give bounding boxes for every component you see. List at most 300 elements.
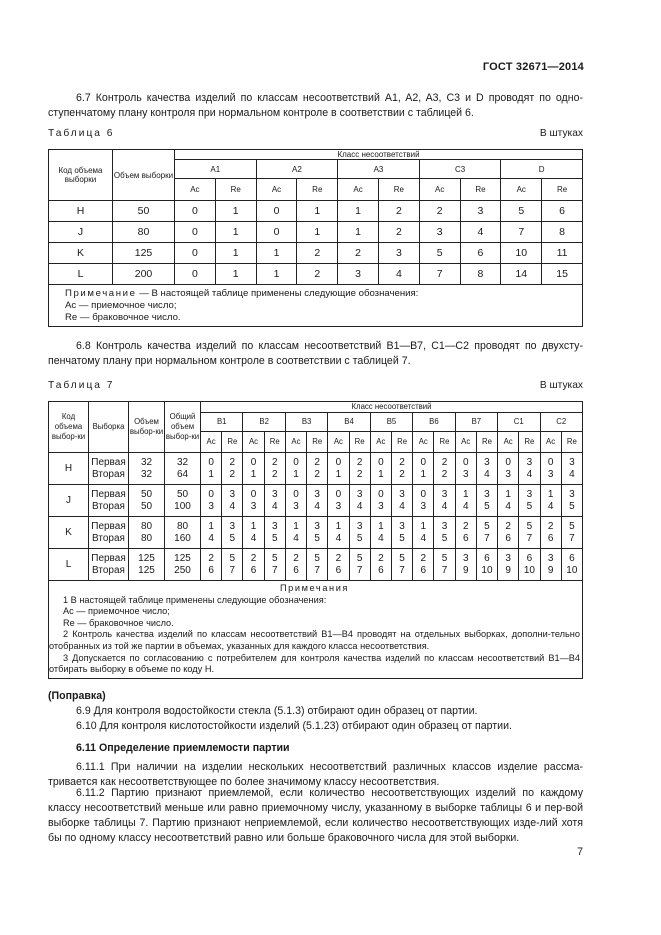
value-second: 6 xyxy=(378,564,384,576)
value-second: 7 xyxy=(526,532,533,544)
value-first: 3 xyxy=(399,521,405,532)
value-second: 2 xyxy=(399,468,405,480)
value-second: 2 xyxy=(314,468,320,480)
table-row xyxy=(49,222,583,243)
value-first: 3 xyxy=(569,457,575,468)
value-first: 5 xyxy=(314,553,320,564)
table7-class-b5: B5 xyxy=(370,413,412,432)
table-cell xyxy=(498,485,519,517)
table7-class-b2: B2 xyxy=(243,413,285,432)
table-cell xyxy=(434,549,455,581)
value-second: 3 xyxy=(547,468,554,480)
value-second: 7 xyxy=(271,564,278,576)
table-cell xyxy=(349,453,370,485)
value-first: 3 xyxy=(356,489,363,500)
total-second: 64 xyxy=(176,468,189,480)
value-second: 3 xyxy=(293,500,299,512)
table-cell xyxy=(285,485,306,517)
table-cell: 50 xyxy=(113,201,175,222)
standard-code: ГОСТ 32671—2014 xyxy=(482,61,584,73)
table7-class-b4: B4 xyxy=(328,413,370,432)
sample-first: Первая xyxy=(91,521,126,532)
paragraph-6-9: 6.9 Для контроля водостойкости стекла (5.1.3) отбирают один образец от партии. xyxy=(76,705,478,717)
value-second: 9 xyxy=(462,564,469,576)
table-6 xyxy=(48,149,583,327)
table-cell xyxy=(434,485,455,517)
table-cell: 80 xyxy=(113,222,175,243)
table-cell-sample xyxy=(89,517,129,549)
value-second: 4 xyxy=(378,532,384,544)
value-first: 1 xyxy=(250,521,257,532)
value-second: 4 xyxy=(335,532,342,544)
table-cell xyxy=(370,485,391,517)
value-second: 9 xyxy=(547,564,554,576)
table-cell xyxy=(476,485,497,517)
value-second: 3 xyxy=(335,500,342,512)
value-second: 2 xyxy=(356,468,363,480)
value-second: 4 xyxy=(208,532,214,544)
value-second: 5 xyxy=(484,500,490,512)
value-second: 1 xyxy=(250,468,257,480)
value-first: 3 xyxy=(569,489,575,500)
table-cell: 8 xyxy=(542,222,583,243)
table-row xyxy=(49,264,583,285)
value-first: 3 xyxy=(271,521,278,532)
value-second: 5 xyxy=(356,532,363,544)
value-first: 6 xyxy=(569,553,575,564)
value-second: 4 xyxy=(271,500,278,512)
table-cell: 0 xyxy=(175,222,216,243)
table-cell: 10 xyxy=(501,243,542,264)
table-cell xyxy=(349,485,370,517)
table6-ac-header: Ac xyxy=(338,179,379,201)
table-cell xyxy=(476,517,497,549)
value-second: 3 xyxy=(420,500,427,512)
table6-units: В штуках xyxy=(539,128,583,139)
value-second: 1 xyxy=(420,468,427,480)
table-cell: 1 xyxy=(297,201,338,222)
value-second: 7 xyxy=(229,564,236,576)
value-second: 4 xyxy=(250,532,257,544)
value-first: 3 xyxy=(484,489,490,500)
value-first: 5 xyxy=(484,521,490,532)
value-first: 1 xyxy=(293,521,299,532)
value-second: 4 xyxy=(441,500,448,512)
value-first: 1 xyxy=(378,521,384,532)
value-second: 5 xyxy=(526,500,533,512)
table-cell: 1 xyxy=(215,243,256,264)
table6-header-volume: Объем выборки xyxy=(113,150,175,201)
value-first: 3 xyxy=(526,457,533,468)
table-cell xyxy=(413,517,434,549)
table6-note-row xyxy=(49,285,583,327)
table-cell xyxy=(498,549,519,581)
value-second: 3 xyxy=(378,500,384,512)
table-cell xyxy=(391,485,412,517)
table-cell xyxy=(498,517,519,549)
value-first: 2 xyxy=(399,457,405,468)
table-cell xyxy=(391,549,412,581)
value-first: 2 xyxy=(356,457,363,468)
paragraph-6-7: 6.7 Контроль качества изделий по классам несоответствий A1, A2, A3, C3 и D проводят по одно-ступенчатому плану контроля при нормальном контроле в соответствии с таблицей 6. xyxy=(48,92,583,119)
table-cell: 15 xyxy=(542,264,583,285)
table-cell: H xyxy=(49,201,113,222)
value-first: 0 xyxy=(547,457,554,468)
note-title: Примечание xyxy=(65,288,137,299)
table-cell: 1 xyxy=(297,222,338,243)
table-cell xyxy=(264,453,285,485)
value-second: 4 xyxy=(420,532,427,544)
value-first: 5 xyxy=(271,553,278,564)
table6-re-header: Re xyxy=(215,179,256,201)
table-cell xyxy=(498,453,519,485)
table-cell-total xyxy=(165,485,201,517)
value-second: 2 xyxy=(441,468,448,480)
value-first: 0 xyxy=(293,489,299,500)
value-second: 6 xyxy=(462,532,469,544)
table7-header-sample: Выборка xyxy=(89,402,129,453)
value-first: 0 xyxy=(293,457,299,468)
table-cell: 2 xyxy=(419,201,460,222)
table-cell xyxy=(561,453,582,485)
table6-class-a3: A3 xyxy=(338,160,420,179)
table-cell xyxy=(455,549,476,581)
table-cell xyxy=(370,517,391,549)
value-first: 0 xyxy=(335,489,342,500)
table7-ac-header: Ac xyxy=(455,432,476,453)
table-cell: K xyxy=(49,243,113,264)
value-first: 3 xyxy=(441,489,448,500)
table-row xyxy=(49,517,583,549)
table6-caption: Таблица 6 xyxy=(48,128,115,139)
table-cell xyxy=(519,453,540,485)
table6-header-class: Класс несоответствий xyxy=(175,150,583,160)
value-second: 9 xyxy=(505,564,511,576)
table-cell xyxy=(201,549,222,581)
table-cell: 1 xyxy=(215,201,256,222)
value-second: 6 xyxy=(420,564,427,576)
value-second: 10 xyxy=(523,564,535,576)
table-cell xyxy=(519,549,540,581)
value-second: 4 xyxy=(356,500,363,512)
table-cell: 3 xyxy=(460,201,501,222)
table6-re-header: Re xyxy=(378,179,419,201)
value-first: 3 xyxy=(229,489,236,500)
table-cell xyxy=(391,453,412,485)
table-cell: 3 xyxy=(419,222,460,243)
table-cell xyxy=(561,549,582,581)
table6-ac-header: Ac xyxy=(501,179,542,201)
value-second: 4 xyxy=(462,500,469,512)
value-first: 2 xyxy=(378,553,384,564)
table-cell: 11 xyxy=(542,243,583,264)
table-cell xyxy=(201,485,222,517)
total-first: 125 xyxy=(174,553,191,564)
table-cell xyxy=(285,517,306,549)
table-cell: 3 xyxy=(338,264,379,285)
table-cell xyxy=(328,517,349,549)
table-cell xyxy=(307,517,328,549)
table6-header-row xyxy=(49,150,583,160)
table-cell xyxy=(455,485,476,517)
table-cell: 0 xyxy=(175,201,216,222)
amendment-title: (Поправка) xyxy=(48,690,106,702)
value-second: 5 xyxy=(314,532,320,544)
value-second: 5 xyxy=(569,500,575,512)
table7-ac-header: Ac xyxy=(370,432,391,453)
table-cell xyxy=(328,485,349,517)
value-first: 2 xyxy=(335,553,342,564)
value-first: 3 xyxy=(271,489,278,500)
table-cell: 1 xyxy=(338,222,379,243)
table-cell xyxy=(540,549,561,581)
value-second: 6 xyxy=(293,564,299,576)
value-second: 4 xyxy=(484,468,490,480)
table7-re-header: Re xyxy=(222,432,243,453)
value-second: 7 xyxy=(441,564,448,576)
value-second: 4 xyxy=(505,500,511,512)
total-first: 50 xyxy=(176,489,189,500)
value-second: 3 xyxy=(250,500,257,512)
value-second: 10 xyxy=(481,564,493,576)
table7-class-c2: C2 xyxy=(540,413,583,432)
table-cell-volume xyxy=(129,517,165,549)
sample-second: Вторая xyxy=(92,532,125,544)
table-cell: 1 xyxy=(215,264,256,285)
value-second: 4 xyxy=(569,468,575,480)
paragraph-6-8: 6.8 Контроль качества изделий по классам несоответствий B1—B7, C1—C2 проводят по двухсту-пенчатому плану при нормальном контроле в соответствии с таблицей 7. xyxy=(48,340,583,367)
value-second: 1 xyxy=(293,468,299,480)
value-first: 3 xyxy=(547,553,554,564)
value-second: 4 xyxy=(399,500,405,512)
table-cell-total xyxy=(165,517,201,549)
value-first: 3 xyxy=(399,489,405,500)
value-first: 3 xyxy=(441,521,448,532)
table6-caption-row xyxy=(48,128,583,142)
value-second: 7 xyxy=(399,564,405,576)
value-first: 3 xyxy=(484,457,490,468)
note-1-re: Re — браковочное число. xyxy=(63,617,174,628)
value-first: 2 xyxy=(293,553,299,564)
table-cell xyxy=(413,549,434,581)
value-first: 2 xyxy=(250,553,257,564)
value-second: 5 xyxy=(271,532,278,544)
table-cell xyxy=(561,517,582,549)
value-second: 4 xyxy=(547,500,554,512)
value-first: 0 xyxy=(335,457,342,468)
table7-ac-header: Ac xyxy=(328,432,349,453)
table-cell-volume xyxy=(129,549,165,581)
value-first: 0 xyxy=(378,489,384,500)
table-cell xyxy=(243,549,264,581)
value-second: 6 xyxy=(547,532,554,544)
table7-ac-header: Ac xyxy=(540,432,561,453)
section-6-11-title: 6.11 Определение приемлемости партии xyxy=(76,742,290,754)
table7-re-header: Re xyxy=(434,432,455,453)
value-first: 0 xyxy=(505,457,511,468)
value-first: 5 xyxy=(441,553,448,564)
table-cell xyxy=(222,453,243,485)
value-first: 2 xyxy=(314,457,320,468)
table7-class-b3: B3 xyxy=(285,413,327,432)
table6-class-d: D xyxy=(501,160,583,179)
table-cell: 125 xyxy=(113,243,175,264)
table7-caption: Таблица 7 xyxy=(48,380,115,391)
table-cell xyxy=(540,453,561,485)
value-first: 5 xyxy=(229,553,236,564)
table-cell xyxy=(349,517,370,549)
table7-class-b7: B7 xyxy=(455,413,497,432)
table-cell-total xyxy=(165,549,201,581)
sample-second: Вторая xyxy=(92,564,125,576)
table-cell xyxy=(391,517,412,549)
table-cell: J xyxy=(49,222,113,243)
value-second: 4 xyxy=(293,532,299,544)
table-cell: 2 xyxy=(297,243,338,264)
table-cell: 1 xyxy=(215,222,256,243)
table-row xyxy=(49,549,583,581)
table-cell xyxy=(413,453,434,485)
total-second: 160 xyxy=(174,532,191,544)
table7-ac-header: Ac xyxy=(498,432,519,453)
table-cell xyxy=(434,453,455,485)
value-second: 7 xyxy=(314,564,320,576)
table-cell: 200 xyxy=(113,264,175,285)
table-cell xyxy=(476,549,497,581)
value-second: 3 xyxy=(462,468,469,480)
paragraph-6-11-2: 6.11.2 Партию признают приемлемой, если количество несоответствующих изделий по каждому классу несоответствий меньше или равно приемочному числу, указанному в выборке таблицы 6 и пер-вой выборке таблицы 7. Партию признают неприемлемой, если количество несоответствующих изде-лий хотя бы по одному классу несоответствий равно или больше браковочного числа для этой выборки. xyxy=(48,787,583,844)
value-first: 1 xyxy=(547,489,554,500)
value-second: 5 xyxy=(441,532,448,544)
note-text: — В настоящей таблице применены следующие обозначения: xyxy=(136,288,419,299)
volume-second: 80 xyxy=(140,532,153,544)
value-second: 3 xyxy=(208,500,214,512)
value-first: 3 xyxy=(314,521,320,532)
notes-title: Примечания xyxy=(279,583,350,593)
table-cell: 0 xyxy=(175,243,216,264)
table-cell-code: K xyxy=(49,517,89,549)
table6-header-code: Код объема выборки xyxy=(49,150,113,201)
table-cell: 7 xyxy=(501,222,542,243)
sample-first: Первая xyxy=(91,489,126,500)
table7-re-header: Re xyxy=(476,432,497,453)
value-second: 5 xyxy=(229,532,236,544)
table7-re-header: Re xyxy=(561,432,582,453)
value-first: 2 xyxy=(229,457,236,468)
table-cell xyxy=(264,549,285,581)
sample-second: Вторая xyxy=(92,500,125,512)
sample-first: Первая xyxy=(91,457,126,468)
table-cell: 2 xyxy=(378,201,419,222)
table-cell xyxy=(370,453,391,485)
table7-ac-header: Ac xyxy=(201,432,222,453)
table-cell: 2 xyxy=(378,222,419,243)
table6-re-header: Re xyxy=(542,179,583,201)
table-cell xyxy=(222,517,243,549)
table-cell: 1 xyxy=(256,264,297,285)
value-first: 3 xyxy=(462,553,469,564)
table6-ac-header: Ac xyxy=(419,179,460,201)
note-ac: Ac — приемочное число; xyxy=(65,300,177,311)
table-cell: 14 xyxy=(501,264,542,285)
table-cell: 4 xyxy=(378,264,419,285)
total-first: 32 xyxy=(176,457,189,468)
sample-first: Первая xyxy=(91,553,126,564)
note-line xyxy=(65,288,582,300)
page-number: 7 xyxy=(577,846,583,858)
table-cell xyxy=(307,453,328,485)
value-first: 2 xyxy=(462,521,469,532)
table7-re-header: Re xyxy=(391,432,412,453)
table-cell-sample xyxy=(89,485,129,517)
table-cell xyxy=(264,517,285,549)
value-second: 6 xyxy=(505,532,511,544)
total-second: 250 xyxy=(174,564,191,576)
value-first: 5 xyxy=(356,553,363,564)
table6-ac-header: Ac xyxy=(175,179,216,201)
table-cell: 2 xyxy=(297,264,338,285)
table-cell-sample xyxy=(89,453,129,485)
table-cell: 0 xyxy=(256,201,297,222)
table6-class-a1: A1 xyxy=(175,160,257,179)
table-cell-code: J xyxy=(49,485,89,517)
table7-class-b6: B6 xyxy=(413,413,455,432)
table7-class-b1: B1 xyxy=(201,413,243,432)
table7-header-total: Общий объем выбор-ки xyxy=(165,402,201,453)
table-cell xyxy=(455,453,476,485)
table7-header-volume: Объем выбор-ки xyxy=(129,402,165,453)
note-2: 2 Контроль качества изделий по классам несоответствий B1—B4 проводят на отдельных выборках, дополни-тельно отобранных из той же партии в объемах, указанных для каждого класса несоответствия. xyxy=(49,629,580,651)
table-cell xyxy=(434,517,455,549)
value-second: 7 xyxy=(569,532,575,544)
table6-note xyxy=(49,285,583,327)
value-first: 6 xyxy=(484,553,490,564)
value-first: 2 xyxy=(441,457,448,468)
table-cell xyxy=(349,549,370,581)
table7-ac-header: Ac xyxy=(243,432,264,453)
table-cell: L xyxy=(49,264,113,285)
table-cell xyxy=(264,485,285,517)
table-cell: 1 xyxy=(338,201,379,222)
value-second: 6 xyxy=(208,564,214,576)
paragraph-6-10: 6.10 Для контроля кислотостойкости изделий (5.1.23) отбирают один образец от партии. xyxy=(76,720,512,732)
table-cell: 1 xyxy=(256,243,297,264)
table7-class-c1: C1 xyxy=(498,413,540,432)
table-cell: 6 xyxy=(460,243,501,264)
value-first: 0 xyxy=(420,457,427,468)
value-first: 2 xyxy=(420,553,427,564)
table-row xyxy=(49,243,583,264)
value-first: 0 xyxy=(420,489,427,500)
value-first: 0 xyxy=(462,457,469,468)
value-first: 2 xyxy=(547,521,554,532)
paragraph-6-11-1: 6.11.1 При наличии на изделии нескольких несоответствий различных классов изделие рассма-тривается как несоответствующее по более значимому классу несоответствия. xyxy=(48,761,583,788)
value-first: 3 xyxy=(505,553,511,564)
table-cell xyxy=(519,485,540,517)
volume-second: 125 xyxy=(138,564,155,576)
value-second: 6 xyxy=(335,564,342,576)
total-first: 80 xyxy=(176,521,189,532)
value-second: 6 xyxy=(250,564,257,576)
table-cell-code: H xyxy=(49,453,89,485)
value-first: 2 xyxy=(271,457,278,468)
value-first: 0 xyxy=(208,489,214,500)
table6-class-c3: C3 xyxy=(419,160,501,179)
table-cell: 2 xyxy=(338,243,379,264)
table-cell: 8 xyxy=(460,264,501,285)
value-first: 5 xyxy=(399,553,405,564)
value-second: 7 xyxy=(484,532,490,544)
